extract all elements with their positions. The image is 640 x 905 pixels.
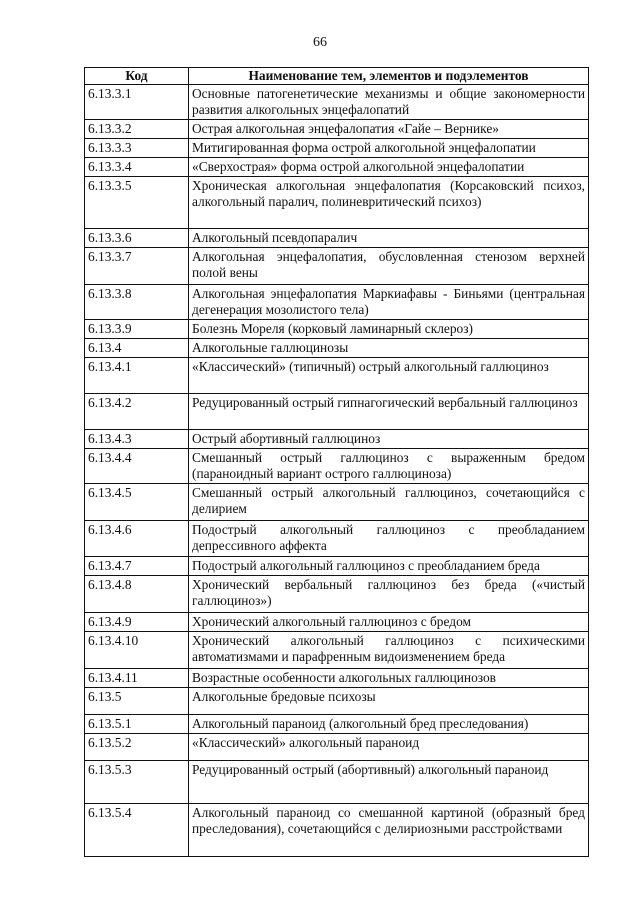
table-row bbox=[85, 484, 589, 521]
row-code: 6.13.4.8 bbox=[85, 576, 189, 613]
table-row bbox=[85, 669, 589, 688]
row-code: 6.13.3.3 bbox=[85, 139, 189, 158]
row-name: Митигированная форма острой алкогольной энцефалопатии bbox=[189, 139, 589, 158]
table-header-row bbox=[85, 68, 589, 85]
row-name: Подострый алкогольный галлюциноз с преобладанием депрессивного аффекта bbox=[189, 521, 589, 557]
row-name: Подострый алкогольный галлюциноз с преобладанием бреда bbox=[189, 557, 589, 576]
row-name: Смешанный острый алкогольный галлюциноз, сочетающийся с делирием bbox=[189, 484, 589, 521]
table-row bbox=[85, 613, 589, 632]
row-name: Смешанный острый галлюциноз с выраженным бредом (параноидный вариант острого галлюциноза) bbox=[189, 449, 589, 484]
table-row bbox=[85, 285, 589, 320]
row-code: 6.13.4.5 bbox=[85, 484, 189, 521]
table-row bbox=[85, 576, 589, 613]
row-name: Острая алкогольная энцефалопатия «Гайе – Вернике» bbox=[189, 120, 589, 139]
table-row bbox=[85, 120, 589, 139]
row-name: Алкогольный псевдопаралич bbox=[189, 229, 589, 248]
row-code: 6.13.4.10 bbox=[85, 632, 189, 669]
header-name: Наименование тем, элементов и подэлементов bbox=[189, 68, 589, 85]
row-code: 6.13.3.6 bbox=[85, 229, 189, 248]
table-row bbox=[85, 715, 589, 734]
row-name: Болезнь Мореля (корковый ламинарный склероз) bbox=[189, 320, 589, 339]
row-name: Алкогольные галлюцинозы bbox=[189, 339, 589, 358]
table-row bbox=[85, 394, 589, 430]
row-code: 6.13.4.1 bbox=[85, 358, 189, 394]
table-row bbox=[85, 177, 589, 229]
table-row bbox=[85, 632, 589, 669]
row-code: 6.13.4.7 bbox=[85, 557, 189, 576]
row-name: Алкогольные бредовые психозы bbox=[189, 688, 589, 715]
row-name: Основные патогенетические механизмы и общие закономерности развития алкогольных энцефалопатий bbox=[189, 85, 589, 120]
row-code: 6.13.4.9 bbox=[85, 613, 189, 632]
row-code: 6.13.5.1 bbox=[85, 715, 189, 734]
row-name: Хроническая алкогольная энцефалопатия (Корсаковский психоз, алкогольный паралич, полиневритический психоз) bbox=[189, 177, 589, 229]
table-row bbox=[85, 320, 589, 339]
row-code: 6.13.5.2 bbox=[85, 734, 189, 761]
table-row bbox=[85, 688, 589, 715]
table-row bbox=[85, 248, 589, 285]
row-name: Алкогольный параноид (алкогольный бред преследования) bbox=[189, 715, 589, 734]
row-code: 6.13.3.2 bbox=[85, 120, 189, 139]
header-code: Код bbox=[85, 68, 189, 85]
row-code: 6.13.5.4 bbox=[85, 804, 189, 857]
row-code: 6.13.5.3 bbox=[85, 761, 189, 804]
row-name: «Классический» алкогольный параноид bbox=[189, 734, 589, 761]
table-row bbox=[85, 761, 589, 804]
row-code: 6.13.4.6 bbox=[85, 521, 189, 557]
row-name: Редуцированный острый (абортивный) алкогольный параноид bbox=[189, 761, 589, 804]
table-row bbox=[85, 557, 589, 576]
row-code: 6.13.3.4 bbox=[85, 158, 189, 177]
page-number: 66 bbox=[313, 35, 327, 50]
row-name: Алкогольная энцефалопатия Маркиафавы - Биньями (центральная дегенерация мозолистого тела) bbox=[189, 285, 589, 320]
table-row bbox=[85, 430, 589, 449]
table-row bbox=[85, 521, 589, 557]
table-row bbox=[85, 449, 589, 484]
table-row bbox=[85, 229, 589, 248]
table-row bbox=[85, 158, 589, 177]
row-code: 6.13.4.3 bbox=[85, 430, 189, 449]
table-row bbox=[85, 339, 589, 358]
row-name: Хронический вербальный галлюциноз без бреда («чистый галлюциноз») bbox=[189, 576, 589, 613]
table-row bbox=[85, 139, 589, 158]
row-name: Хронический алкогольный галлюциноз с бредом bbox=[189, 613, 589, 632]
table-row bbox=[85, 85, 589, 120]
row-code: 6.13.3.7 bbox=[85, 248, 189, 285]
table-row bbox=[85, 358, 589, 394]
row-name: Алкогольная энцефалопатия, обусловленная стенозом верхней полой вены bbox=[189, 248, 589, 285]
table-row bbox=[85, 734, 589, 761]
table-row bbox=[85, 804, 589, 857]
row-name: «Классический» (типичный) острый алкогольный галлюциноз bbox=[189, 358, 589, 394]
row-name: Алкогольный параноид со смешанной картиной (образный бред преследования), сочетающийся с делириозными расстройствами bbox=[189, 804, 589, 857]
row-code: 6.13.3.8 bbox=[85, 285, 189, 320]
row-code: 6.13.3.1 bbox=[85, 85, 189, 120]
topics-table bbox=[84, 67, 589, 857]
row-name: Возрастные особенности алкогольных галлюцинозов bbox=[189, 669, 589, 688]
row-code: 6.13.5 bbox=[85, 688, 189, 715]
row-name: Редуцированный острый гипнагогический вербальный галлюциноз bbox=[189, 394, 589, 430]
row-code: 6.13.4 bbox=[85, 339, 189, 358]
row-code: 6.13.4.2 bbox=[85, 394, 189, 430]
table-body bbox=[85, 85, 589, 857]
row-code: 6.13.3.5 bbox=[85, 177, 189, 229]
row-code: 6.13.4.4 bbox=[85, 449, 189, 484]
row-code: 6.13.4.11 bbox=[85, 669, 189, 688]
row-code: 6.13.3.9 bbox=[85, 320, 189, 339]
row-name: «Сверхострая» форма острой алкогольной энцефалопатии bbox=[189, 158, 589, 177]
row-name: Острый абортивный галлюциноз bbox=[189, 430, 589, 449]
row-name: Хронический алкогольный галлюциноз с психическими автоматизмами и парафренным видоизменением бреда bbox=[189, 632, 589, 669]
